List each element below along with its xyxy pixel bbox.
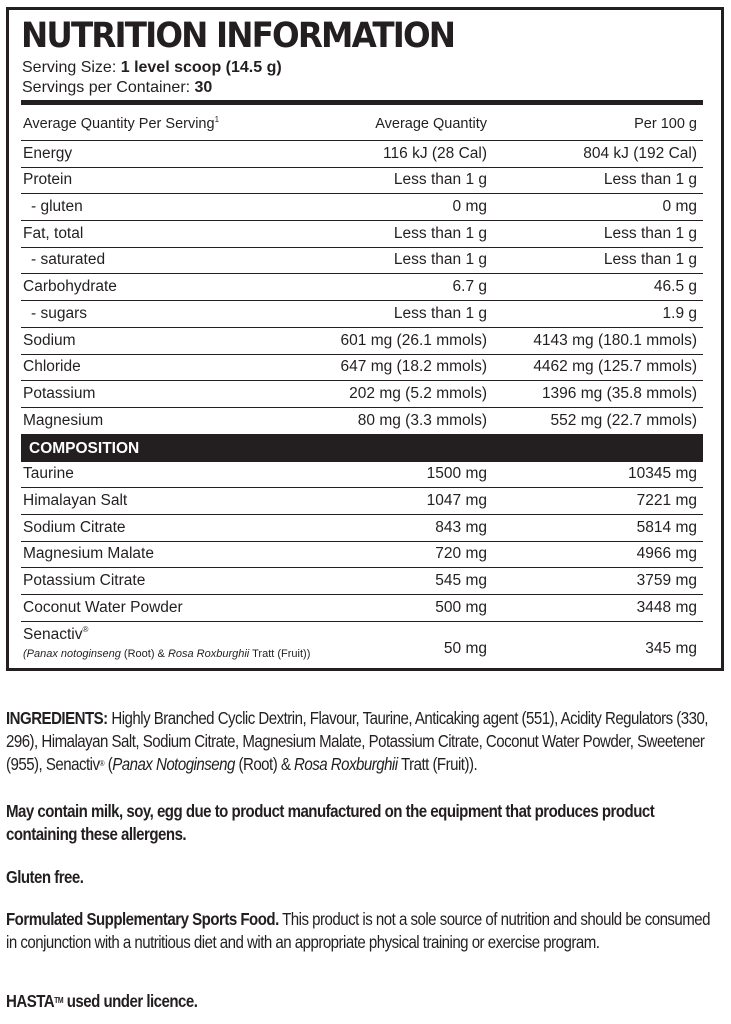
row-per100-value: 1396 mg (35.8 mmols): [541, 384, 697, 402]
table-row: [21, 408, 703, 435]
row-serving-value: 6.7 g: [452, 278, 487, 296]
header-col-per-100g: Per 100 g: [634, 116, 697, 132]
row-name: Himalayan Salt: [23, 491, 128, 509]
row-name: Magnesium: [23, 411, 104, 429]
ingredients-paragraph: INGREDIENTS: Highly Branched Cyclic Dextrin, Flavour, Taurine, Anticaking agent (551), Acidity Regulators (330, 296), Himalayan Salt, Sodium Citrate, Magnesium Malate, Potassium Citrate, Coconut Water Powder, Sweetener (955), Senactiv® (Panax Notoginseng (Root) & Rosa Roxburghii Tratt (Fruit)).: [6, 708, 708, 774]
senactiv-note: (Panax notoginseng (Root) & Rosa Roxburghii Tratt (Fruit)): [23, 647, 311, 660]
serving-size: Serving Size: 1 level scoop (14.5 g): [22, 59, 282, 76]
table-row: [21, 221, 703, 248]
table-row: [21, 194, 703, 221]
table-row: [21, 488, 703, 515]
row-name: Sodium: [23, 331, 76, 349]
row-per100-value: 804 kJ (192 Cal): [583, 144, 697, 162]
table-row: [21, 328, 703, 355]
row-name: Potassium Citrate: [23, 572, 146, 589]
row-name: - sugars: [31, 304, 87, 322]
row-name: Carbohydrate: [23, 278, 117, 296]
row-name: Magnesium Malate: [23, 545, 154, 563]
row-serving-value: 0 mg: [452, 198, 487, 216]
composition-rows: [21, 462, 703, 622]
table-row: [21, 595, 703, 622]
table-header-row: [21, 107, 703, 141]
row-serving-value: 1500 mg: [426, 465, 487, 483]
row-per100-value: 1.9 g: [662, 304, 697, 322]
row-name: Fat, total: [23, 224, 84, 242]
row-name: Senactiv®: [23, 624, 89, 643]
row-name: Protein: [23, 171, 73, 189]
nutrient-rows: [21, 141, 703, 435]
row-serving-value: 545 mg: [435, 572, 487, 589]
row-per100-value: 46.5 g: [653, 278, 697, 296]
row-serving-value: 720 mg: [435, 545, 487, 563]
row-serving-value: 647 mg (18.2 mmols): [340, 358, 487, 376]
row-per100-value: 4966 mg: [636, 545, 697, 563]
row-per100-value: 10345 mg: [628, 465, 697, 483]
table-row: [21, 168, 703, 195]
row-per100-value: Less than 1 g: [603, 251, 697, 269]
row-per100-value: Less than 1 g: [603, 224, 697, 242]
row-serving-value: 601 mg (26.1 mmols): [340, 331, 487, 349]
table-row: [21, 301, 703, 328]
table-row: [21, 248, 703, 275]
row-per100-value: 7221 mg: [636, 491, 697, 509]
row-serving-value: 843 mg: [435, 518, 487, 536]
gluten-free-statement: Gluten free.: [6, 867, 84, 887]
servings-per-container: Servings per Container: 30: [22, 79, 213, 96]
table-row-senactiv: [21, 622, 703, 672]
panel-title: NUTRITION INFORMATION: [21, 16, 455, 56]
row-serving-value: Less than 1 g: [393, 224, 487, 242]
table-row: [21, 274, 703, 301]
table-row: [21, 141, 703, 168]
row-per100-value: 5814 mg: [636, 518, 697, 536]
header-col-quantity-per-serving: Average Quantity Per Serving$^1$: [23, 115, 220, 132]
table-row: [21, 568, 703, 595]
table-row: [21, 515, 703, 542]
row-per100-value: Less than 1 g: [603, 171, 697, 189]
row-serving-value: Less than 1 g: [393, 251, 487, 269]
thick-divider: [21, 100, 703, 105]
table-row: [21, 381, 703, 408]
row-per100-value: 3448 mg: [636, 598, 697, 616]
row-name: Sodium Citrate: [23, 518, 126, 536]
row-name: Energy: [23, 144, 73, 162]
nutrition-panel: [6, 7, 724, 671]
row-serving-value: 500 mg: [435, 598, 487, 616]
row-serving-value: 1047 mg: [426, 491, 487, 509]
row-serving-value: 80 mg (3.3 mmols): [357, 411, 487, 429]
table-row: [21, 355, 703, 382]
row-name: Taurine: [23, 465, 74, 483]
row-serving-value: Less than 1 g: [393, 304, 487, 322]
formulated-statement: Formulated Supplementary Sports Food. This product is not a sole source of nutrition and should be consumed in conjunction with a nutritious diet and with an appropriate physical training or exercise program.: [6, 909, 711, 952]
row-name: - saturated: [31, 251, 106, 269]
row-per100-value: 0 mg: [662, 198, 697, 216]
row-serving-value: 50 mg: [443, 639, 487, 657]
table-row: [21, 542, 703, 569]
row-name: - gluten: [31, 198, 83, 216]
allergen-statement: May contain milk, soy, egg due to product manufactured on the equipment that produces product containing these allergens.: [6, 801, 655, 844]
table-row: [21, 462, 703, 489]
row-per100-value: 3759 mg: [636, 572, 697, 589]
row-per100-value: 4462 mg (125.7 mmols): [533, 358, 697, 376]
row-name: Coconut Water Powder: [23, 598, 183, 616]
row-name: Potassium: [23, 384, 96, 402]
row-serving-value: 202 mg (5.2 mmols): [349, 384, 487, 402]
row-name: Chloride: [23, 358, 81, 376]
nutrition-table: [21, 107, 703, 672]
row-serving-value: 116 kJ (28 Cal): [383, 144, 487, 162]
row-serving-value: Less than 1 g: [393, 171, 487, 189]
header-col-average-quantity: Average Quantity: [375, 116, 487, 132]
composition-header: COMPOSITION: [21, 435, 703, 462]
licence-statement: HASTA™ used under licence.: [6, 991, 198, 1011]
row-per100-value: 4143 mg (180.1 mmols): [533, 331, 697, 349]
row-per100-value: 552 mg (22.7 mmols): [550, 411, 697, 429]
row-per100-value: 345 mg: [645, 639, 697, 657]
